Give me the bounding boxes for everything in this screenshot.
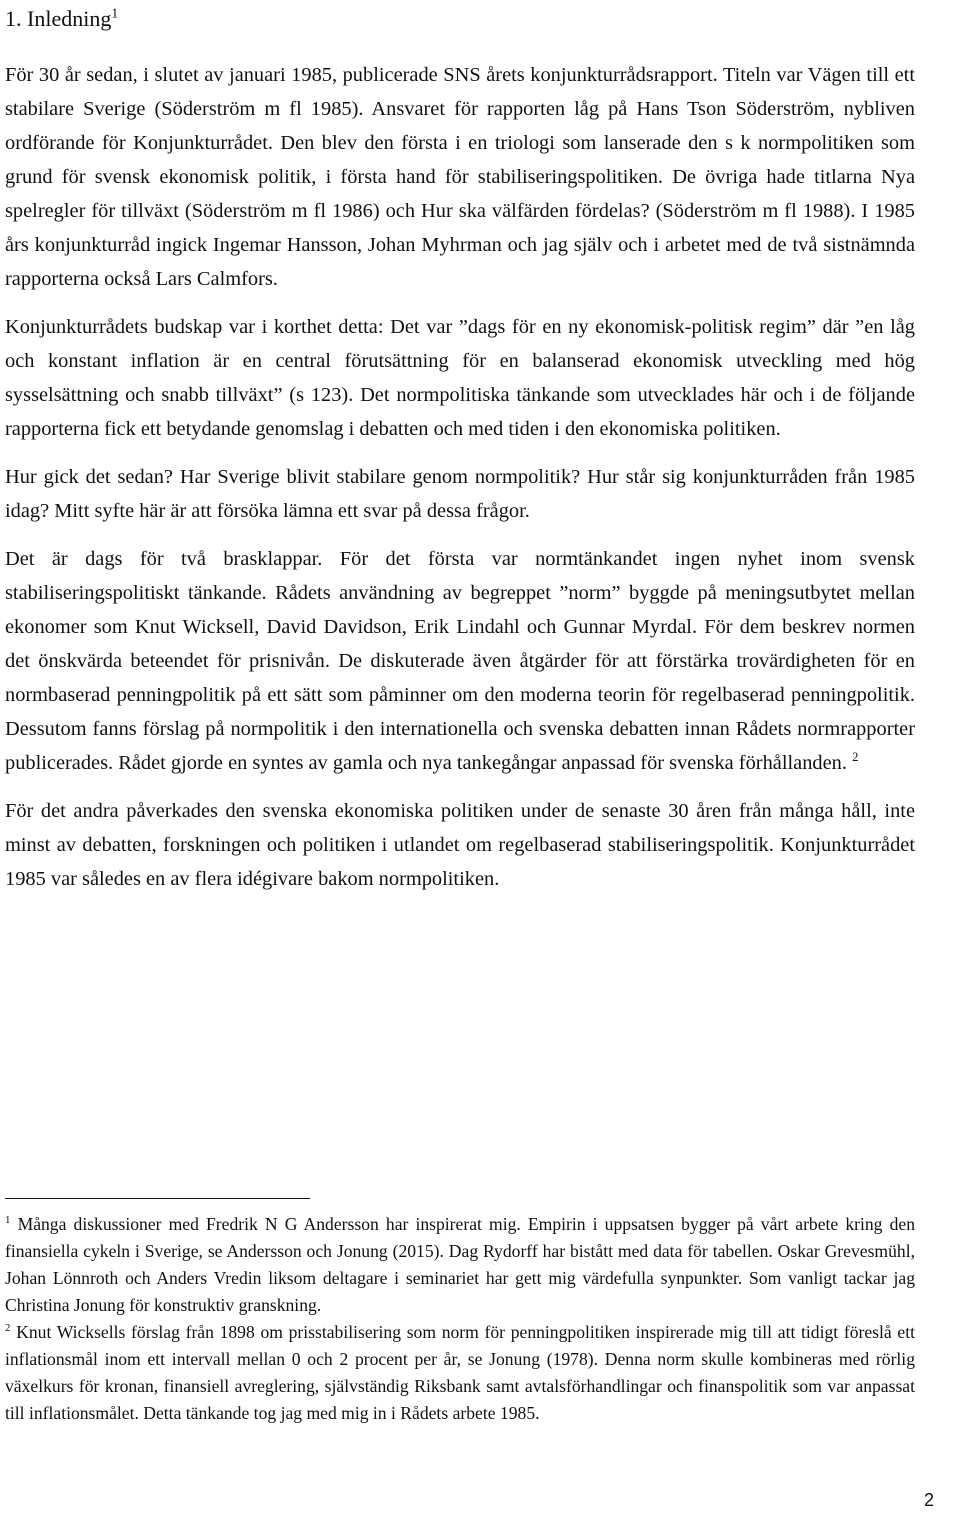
paragraph-2: Konjunkturrådets budskap var i korthet detta: Det var ”dags för en ny ekonomisk-politisk regim” där ”en låg och konstant inflation är en central förutsättning för en balanserad ekonomisk utveckling med hög sysselsättning och snabb tillväxt” (s 123). Det normpolitiska tänkande som utvecklades här och i de följande rapporterna fick ett betydande genomslag i debatten och med tiden i den ekonomiska politiken. [5,316,915,440]
footnote-text: Knut Wicksells förslag från 1898 om prisstabilisering som norm för penningpolitiken inspirerade mig till att tidigt föreslå ett inflationsmål inom ett intervall mellan 0 och 2 procent per år, se Jonung (1978). Denna norm skulle kombineras med rörlig växelkurs för kronan, finansiell avreglering, självständig Riksbank samt avtalsförhandlingar och finanspolitik som var anpassat till inflationsmålet. Detta tänkande tog jag med mig in i Rådets arbete 1985. [5,1322,915,1423]
section-number: 1. [5,6,22,31]
paragraph-3: Hur gick det sedan? Har Sverige blivit stabilare genom normpolitik? Hur står sig konjunkturråden från 1985 idag? Mitt syfte här är att försöka lämna ett svar på dessa frågor. [5,466,915,522]
section-title: Inledning [27,6,112,31]
paragraph-5: För det andra påverkades den svenska ekonomiska politiken under de senaste 30 åren från många håll, inte minst av debatten, forskningen och politiken i utlandet om regelbaserad stabiliseringspolitik. Konjunkturrådet 1985 var således en av flera idégivare bakom normpolitiken. [5,800,915,890]
section-heading [5,6,118,32]
footnote-number: 2 [5,1322,11,1335]
footnote-separator [5,1198,310,1199]
footnote-ref-1[interactable]: 1 [111,5,119,21]
footnote-ref-2[interactable]: 2 [852,750,859,765]
footnote-1 [5,1211,915,1319]
page-number: 2 [923,1490,934,1510]
footnote-2 [5,1319,915,1427]
paragraph-1: För 30 år sedan, i slutet av januari 1985, publicerade SNS årets konjunkturrådsrapport. Titeln var Vägen till ett stabilare Sverige (Söderström m fl 1985). Ansvaret för rapporten låg på Hans Tson Söderström, nybliven ordförande för Konjunkturrådet. Den blev den första i en triologi som lanserade den s k normpolitiken som grund för svensk ekonomisk politik, i första hand för stabiliseringspolitiken. De övriga hade titlarna Nya spelregler för tillväxt (Söderström m fl 1986) och Hur ska välfärden fördelas? (Söderström m fl 1988). I 1985 års konjunkturråd ingick Ingemar Hansson, Johan Myhrman och jag själv och i arbetet med de två sistnämnda rapporterna också Lars Calmfors. [5,64,915,290]
paragraph-4 [5,542,915,780]
footnotes [5,1198,915,1427]
paragraph-4-text: Det är dags för två brasklappar. För det första var normtänkandet ingen nyhet inom svensk stabiliseringspolitiskt tänkande. Rådets användning av begreppet ”norm” byggde på meningsutbytet mellan ekonomer som Knut Wicksell, David Davidson, Erik Lindahl och Gunnar Myrdal. För dem beskrev normen det önskvärda beteendet för prisnivån. De diskuterade även åtgärder för att förstärka trovärdigheten för en normbaserad penningpolitik på ett sätt som påminner om den moderna teorin för regelbaserad penningpolitik. Dessutom fanns förslag på normpolitik i den internationella och svenska debatten innan Rådets normrapporter publicerades. Rådet gjorde en syntes av gamla och nya tankegångar anpassad för svenska förhållanden. [5,548,915,774]
footnote-text: Många diskussioner med Fredrik N G Andersson har inspirerat mig. Empirin i uppsatsen bygger på vårt arbete kring den finansiella cykeln i Sverige, se Andersson och Jonung (2015). Dag Rydorff har bistått med data för tabellen. Oskar Grevesmühl, Johan Lönnroth och Anders Vredin liksom deltagare i seminariet har gett mig värdefulla synpunkter. Som vanligt tackar jag Christina Jonung för konstruktiv granskning. [5,1214,915,1315]
footnote-number: 1 [5,1214,11,1227]
body-text [5,58,915,910]
